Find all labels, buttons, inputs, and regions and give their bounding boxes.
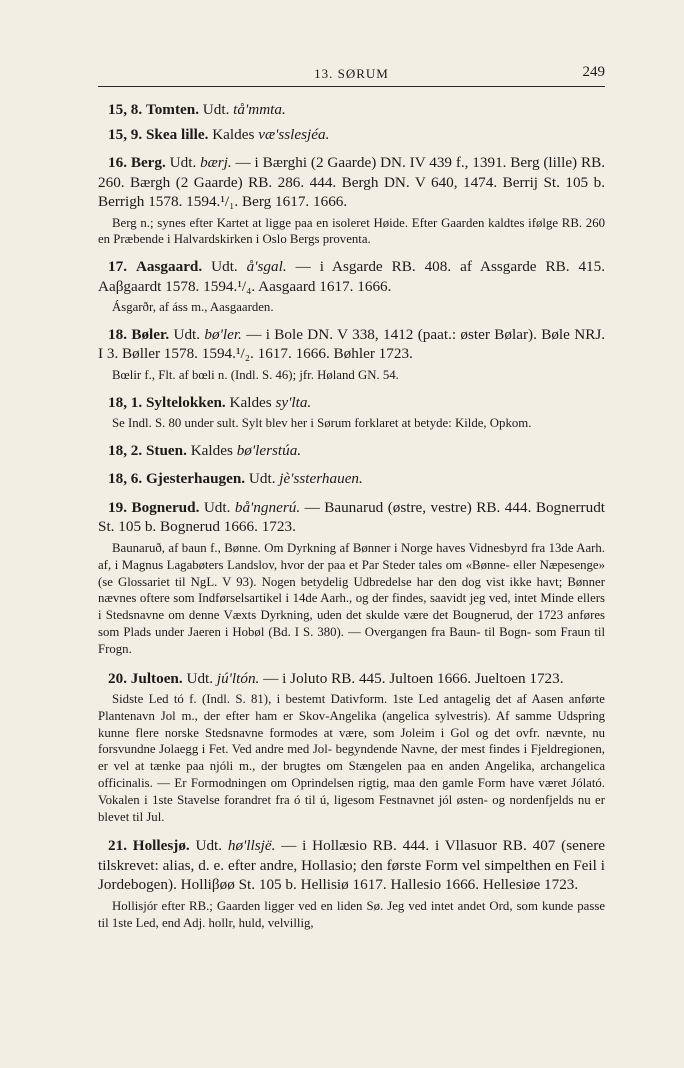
entry-number: 15, 9. (108, 125, 143, 143)
farm-name: Hollesjø. (132, 837, 190, 855)
farm-name: Tomten. (145, 101, 199, 118)
farm-name: Syltelokken. (145, 393, 226, 411)
entry-note: Se Indl. S. 80 under sult. Sylt blev her i Sørum forklaret at betyde: Kilde, Opkom. (112, 416, 532, 431)
page-header (98, 64, 605, 87)
entry-number: 21. (108, 837, 127, 855)
entry-15-8 (98, 100, 605, 120)
entry-number: 18, 1. (108, 393, 143, 411)
pronunciation: bø'lerstúa. (236, 441, 302, 459)
entry-note: Ásgarðr, af áss m., Aasgaarden. (112, 300, 274, 315)
farm-name: Bøler. (131, 325, 170, 343)
entry-number: 19. (108, 498, 127, 516)
entry-forms: — i Hollæsio RB. 444. i Vllasuor RB. 407 (senere tilskrevet: alias, d. e. efter andre, Hollasio; den første Form vel simpelthen en Feil i Jordebogen). Holliβøø St. 105 b. Hellisiø 1617. Hallesio 1666. Hellesiøe 1723. (98, 837, 606, 894)
pronunciation: tå'mmta. (233, 101, 286, 118)
entry-text: Udt. (203, 498, 231, 516)
pronunciation: sy'lta. (275, 393, 312, 411)
entry-number: 20. (108, 669, 127, 687)
farm-name: Berg. (130, 154, 166, 171)
entry-note: Baunaruð, af baun f., Bønne. Om Dyrkning af Bønner i Norge haves Vidnesbyrd fra 13de Aarh. af, i Magnus Lagabøters Landslov, hvor der paa et Par Steder tales om «Bønne- eller Næpesenge» (se Glossariet til NgL. V 93). Nogen betydelig Udbredelse har den dog vist ikke havt; Bønner nævnes oftere som Indførselsartikel i 14de Aarh., og der findes, saavidt jeg ved, intet Minde ellers i Stedsnavne om denne Væxts Dyrkning, uden det skulde være det Bougnerud, der 1723 anføres som Plads under Jaeren i Hobøl (Bd. I S. 380). — Overgangen fra Baun- til Bogn- som Fraun til Frogn. (98, 540, 605, 656)
farm-name: Stuen. (145, 441, 187, 459)
pronunciation: å'sgal. (246, 258, 287, 276)
entry-18-6 (98, 469, 605, 489)
entry-text: Kaldes (190, 441, 233, 459)
entry-21 (98, 836, 605, 895)
running-title: 13. SØRUM (314, 66, 389, 81)
entry-text: Udt. (211, 258, 238, 276)
entry-text: Kaldes (212, 125, 255, 143)
farm-name: Aasgaard. (135, 258, 203, 276)
entry-note: Sidste Led tó f. (Indl. S. 81), i bestemt Dativform. 1ste Led antagelig det af Aasen anførte Plantenavn Jol m., der efter ham er Skov-Angelika (angelica sylvestris). Af samme Udspring kunne flere norske Stedsnavne formodes at være, som Joleim i Gol og det ovfr. nævnte, nu forsvundne Jolaegg i Fet. Ved andre med Jol- begyndende Navne, der mest findes i Fjeldregionen, er vel at tænke paa njóli m., der brugtes om Stængelen paa en anden Angelika, archangelica officinalis. — Er Formodningen om Oprindelsen rigtig, maa den gamle Form have været Jólató. Vokalen i 1ste Stavelse forandret fra ó til ú, ligesom Festnavnet jól østen- og nordenfjelds nu er blevet til Jul. (98, 692, 605, 824)
entry-text: Udt. (186, 669, 214, 687)
farm-name: Jultoen. (130, 669, 183, 687)
farm-name: Skea lille. (145, 125, 209, 143)
pronunciation: væ'sslesjéa. (258, 125, 330, 143)
entry-forms: — i Asgarde RB. 408. af Assgarde RB. 415. Aaβgaardt 1578. 1594.¹/₄. Aasgaard 1617. 1666. (98, 258, 606, 295)
article-body (98, 100, 605, 932)
entry-text: Kaldes (229, 393, 272, 411)
entry-number: 17. (108, 258, 127, 276)
entry-number: 18, 2. (108, 441, 143, 459)
entry-18-1 (98, 393, 605, 413)
farm-name: Gjesterhaugen. (145, 470, 246, 488)
entry-19 (98, 498, 605, 537)
entry-text: Udt. (169, 154, 197, 171)
pronunciation: bø'ler. (204, 325, 242, 343)
entry-forms: — i Joluto RB. 445. Jultoen 1666. Jueltoen 1723. (263, 669, 564, 687)
page-number: 249 (582, 64, 605, 80)
entry-text: Udt. (248, 470, 276, 488)
entry-15-9 (98, 125, 605, 145)
entry-16 (98, 153, 605, 212)
entry-forms: — Baunarud (østre, vestre) RB. 444. Bognerrudt St. 105 b. Bognerud 1666. 1723. (98, 498, 606, 536)
entry-17 (98, 257, 605, 296)
entry-number: 15, 8. (108, 101, 143, 118)
entry-note: Berg n.; synes efter Kartet at ligge paa en isoleret Høide. Efter Gaarden kaldtes ifølge RB. 260 en Præbende i Halvardskirken i Oslo Bergs proventa. (98, 215, 605, 247)
pronunciation: jè'ssterhauen. (279, 470, 363, 488)
entry-18 (98, 325, 605, 364)
entry-18-2 (98, 441, 605, 461)
pronunciation: bå'ngnerú. (234, 498, 301, 516)
pronunciation: hø'llsjë. (227, 837, 276, 855)
farm-name: Bognerud. (131, 498, 200, 516)
pronunciation: bærj. (200, 154, 232, 171)
entry-note: Hollisjór efter RB.; Gaarden ligger ved en liden Sø. Jeg ved intet andet Ord, som kunde passe til 1ste Led, end Adj. hollr, huld, velvillig, (98, 898, 605, 930)
entry-number: 18, 6. (108, 470, 143, 488)
entry-text: Udt. (173, 325, 201, 343)
entry-forms: — i Bole DN. V 338, 1412 (paat.: øster Bølar). Bøle NRJ. I 3. Bøller 1578. 1594.¹/₂. 1617. 1666. Bøhler 1723. (98, 325, 606, 363)
entry-text: Udt. (195, 837, 223, 855)
entry-forms: — i Bærghi (2 Gaarde) DN. IV 439 f., 1391. Berg (lille) RB. 260. Bærgh (2 Gaarde) RB. 286. 444. Bergh DN. V 640, 1474. Berrij St. 105 b. Berrigh 1578. 1594.¹/₁. Berg 1617. 1666. (98, 154, 605, 210)
entry-number: 18. (108, 325, 127, 343)
entry-number: 16. (108, 154, 127, 171)
entry-text: Udt. (202, 101, 230, 118)
entry-20 (98, 669, 605, 689)
pronunciation: jú'ltón. (216, 669, 260, 687)
entry-note: Bœlir f., Flt. af bœli n. (Indl. S. 46); jfr. Høland GN. 54. (112, 367, 399, 382)
